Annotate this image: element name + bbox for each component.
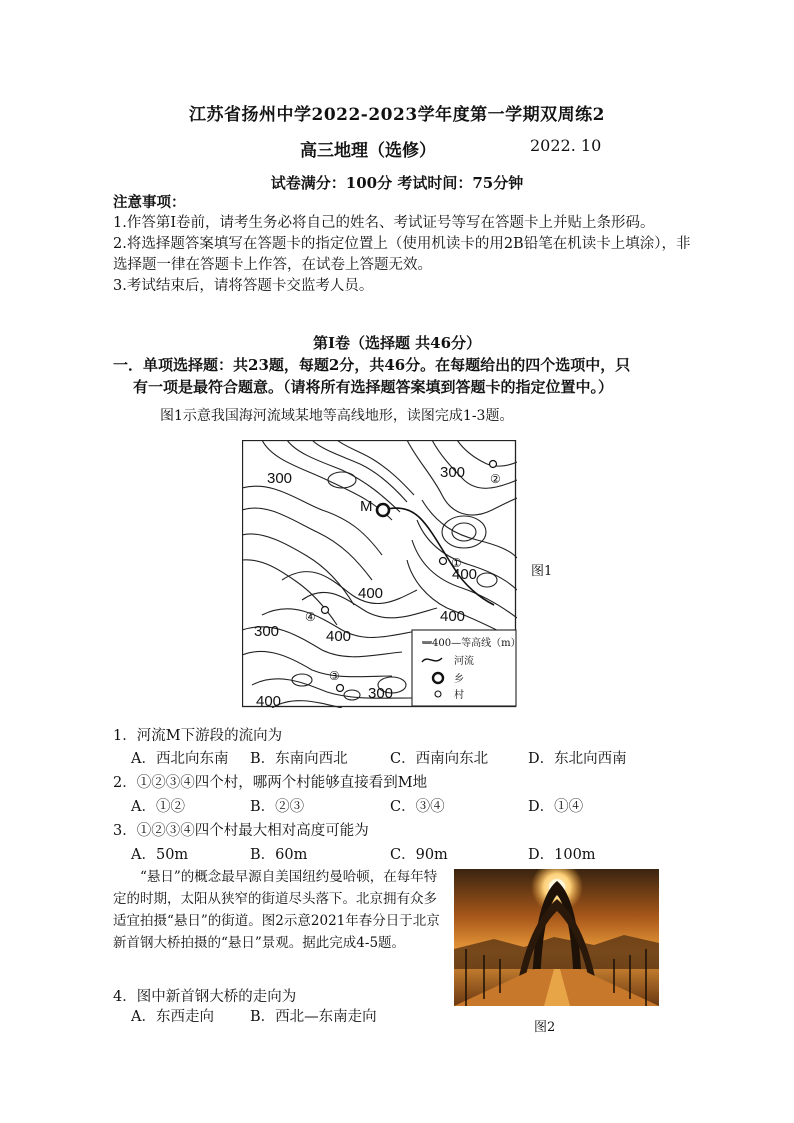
notes-block bbox=[113, 192, 693, 297]
village-3-label: ③ bbox=[329, 669, 340, 683]
q3-option-a: A．50m bbox=[131, 847, 189, 863]
q4-option-a: A．东西走向 bbox=[131, 1009, 214, 1025]
question-3-stem: 3．①②③④四个村最大相对高度可能为 bbox=[113, 823, 369, 839]
q2-option-b: B．②③ bbox=[250, 799, 305, 815]
figure2-caption: 图2 bbox=[534, 1020, 556, 1035]
q3-option-d: D．100m bbox=[528, 847, 596, 863]
note-item: 1.作答第Ⅰ卷前，请考生务必将自己的姓名、考试证号等写在答题卡上并贴上条形码。 bbox=[113, 215, 655, 231]
contour-map-figure bbox=[242, 440, 517, 712]
legend-contour: —400—等高线（m） bbox=[422, 638, 517, 649]
question-4-stem: 4．图中新首钢大桥的走向为 bbox=[113, 989, 297, 1005]
contour-label: 400 bbox=[452, 566, 478, 583]
q1-option-c: C．西南向东北 bbox=[390, 751, 489, 767]
legend-township: 乡 bbox=[454, 674, 464, 685]
part-line-1: 一．单项选择题：共23题，每题2分，共46分。在每题给出的四个选项中，只 bbox=[113, 356, 631, 374]
bridge-sunset-photo bbox=[454, 869, 659, 1006]
figure1-intro: 图1示意我国海河流域某地等高线地形，读图完成1-3题。 bbox=[160, 408, 514, 424]
q3-option-c: C．90m bbox=[390, 847, 448, 863]
q1-option-a: A．西北向东南 bbox=[131, 751, 229, 767]
q1-option-b: B．东南向西北 bbox=[250, 751, 348, 767]
village-2-label: ② bbox=[490, 472, 501, 486]
contour-label: 400 bbox=[440, 608, 466, 625]
part-instructions bbox=[113, 354, 693, 398]
q2-option-a: A．①② bbox=[131, 799, 185, 815]
township-m-label: M bbox=[360, 498, 373, 515]
legend-village: 村 bbox=[454, 690, 464, 701]
exam-title: 江苏省扬州中学2022-2023学年度第一学期双周练2 bbox=[188, 105, 605, 125]
note-item: 2.将选择题答案填写在答题卡的指定位置上（使用机读卡的用2B铅笔在机读卡上填涂），非选择题一律在答题卡上作答，在试卷上答题无效。 bbox=[113, 236, 691, 273]
exam-date: 2022. 10 bbox=[530, 136, 602, 155]
q4-option-b: B．西北—东南走向 bbox=[250, 1009, 377, 1025]
passage-text: “悬日”的概念最早源自美国纽约曼哈顿，在每年特定的时期，太阳从狭窄的街道尽头落下。北京拥有众多适宜拍摄“悬日”的街道。图2示意2021年春分日于北京新首钢大桥拍摄的“悬日”景观。据此完成4-5题。 bbox=[113, 869, 440, 951]
score-line: 试卷满分：100分 考试时间：75分钟 bbox=[270, 174, 524, 192]
q2-option-d: D．①④ bbox=[528, 799, 584, 815]
legend-river: 河流 bbox=[454, 656, 474, 667]
contour-label: 400 bbox=[358, 585, 384, 602]
contour-label: 300 bbox=[368, 685, 394, 702]
contour-label: 300 bbox=[440, 464, 466, 481]
village-4-label: ④ bbox=[305, 610, 316, 624]
question-1-stem: 1．河流M下游段的流向为 bbox=[113, 728, 283, 744]
question-2-stem: 2．①②③④四个村，哪两个村能够直接看到M地 bbox=[113, 775, 428, 791]
q2-option-c: C．③④ bbox=[390, 799, 445, 815]
exam-subject: 高三地理（选修） bbox=[300, 141, 436, 161]
contour-label: 300 bbox=[267, 470, 293, 487]
part-line-2: 有一项是最符合题意。（请将所有选择题答案填到答题卡的指定位置中。） bbox=[133, 378, 614, 396]
contour-label: 400 bbox=[326, 628, 352, 645]
note-item: 3.考试结束后，请将答题卡交监考人员。 bbox=[113, 278, 374, 294]
figure1-caption: 图1 bbox=[531, 564, 553, 579]
village-1-label: ① bbox=[451, 556, 462, 570]
section-title: 第Ⅰ卷（选择题 共46分） bbox=[312, 334, 482, 352]
q3-option-b: B．60m bbox=[250, 847, 308, 863]
q1-option-d: D．东北向西南 bbox=[528, 751, 627, 767]
contour-label: 400 bbox=[256, 693, 282, 708]
contour-map-svg bbox=[242, 440, 517, 708]
notes-heading: 注意事项： bbox=[113, 194, 186, 211]
contour-label: 300 bbox=[254, 623, 280, 640]
